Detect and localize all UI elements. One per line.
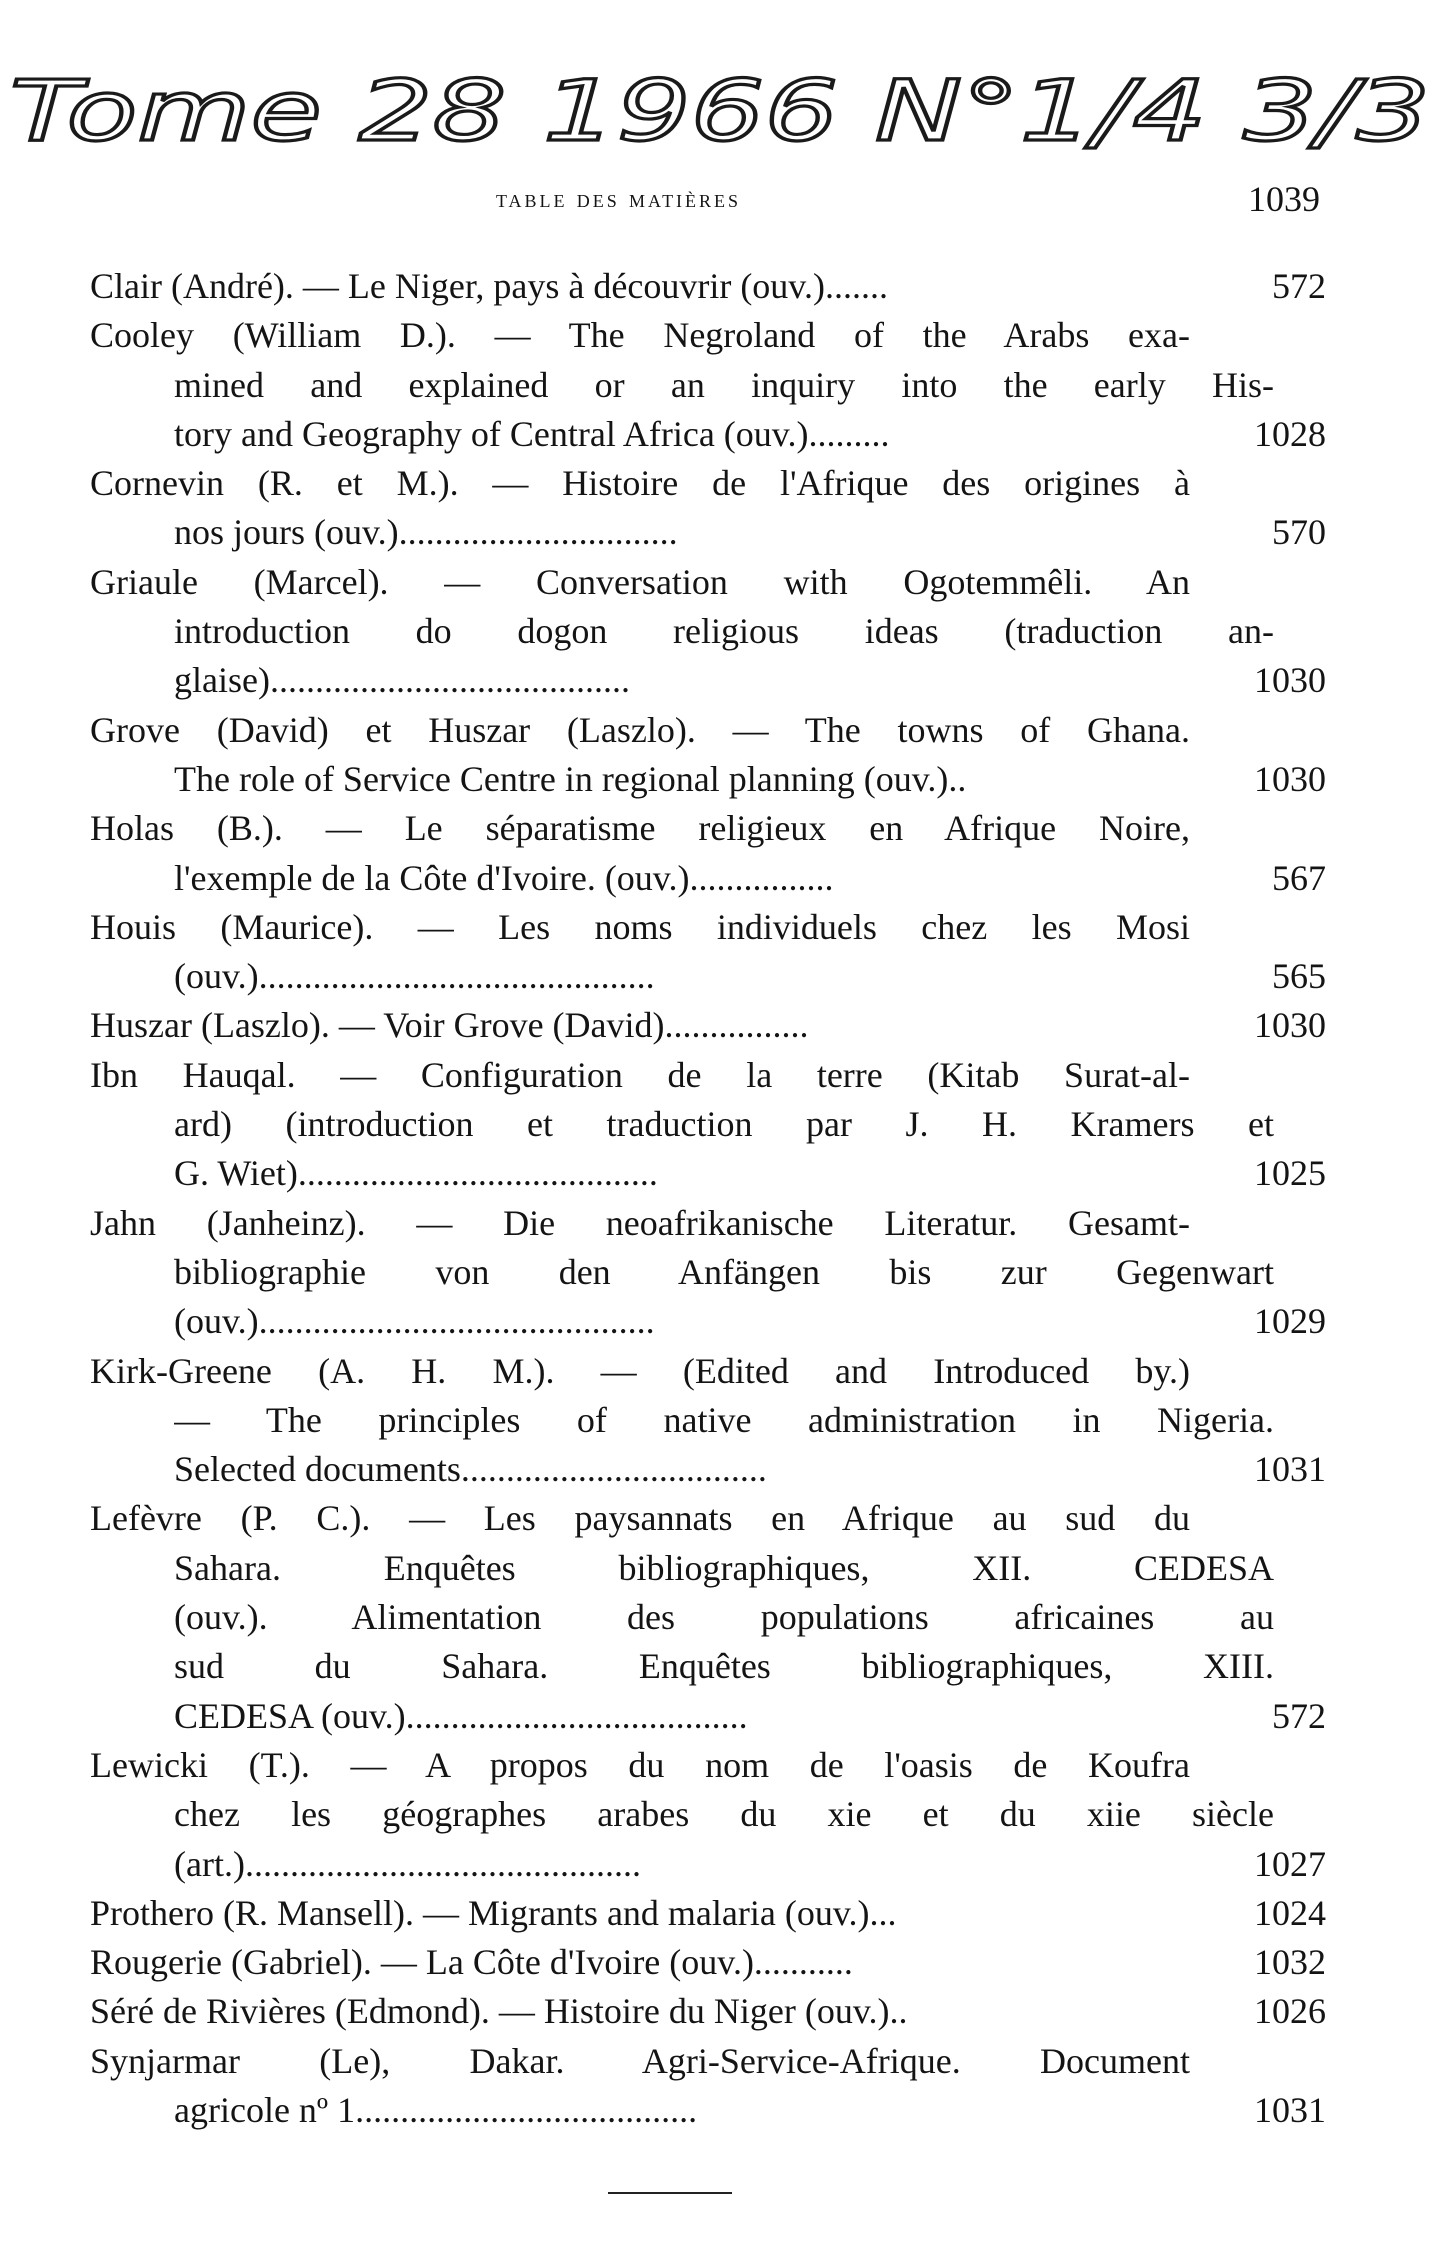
- toc-entry-text: Jahn (Janheinz). — Die neoafrikanische Literatur. Gesamt-: [90, 1202, 1190, 1243]
- end-rule: [608, 2192, 732, 2194]
- toc-entry-text: Ibn Hauqal. — Configuration de la terre (Kitab Surat-al-: [90, 1054, 1190, 1095]
- toc-entry-text: Clair (André). — Le Niger, pays à découvrir (ouv.).......: [90, 266, 888, 306]
- toc-entry: [90, 903, 1326, 1002]
- toc-entry-text: Séré de Rivières (Edmond). — Histoire du Niger (ouv.)..: [90, 1991, 908, 2032]
- toc-entry-line: [90, 1396, 1326, 1445]
- toc-entry: [90, 1347, 1326, 1495]
- toc-entry-line: [90, 1445, 1326, 1494]
- toc-page-number: 1025: [1254, 1153, 1326, 1194]
- toc-entry-text: chez les géographes arabes du xie et du xiie siècle: [174, 1794, 1274, 1835]
- toc-entry-text: Huszar (Laszlo). — Voir Grove (David)................: [90, 1005, 809, 1046]
- toc-entry-line: [90, 1100, 1326, 1149]
- toc-entry-text: ard) (introduction et traduction par J. H. Kramers et: [174, 1104, 1274, 1145]
- toc-entry: [90, 1199, 1326, 1347]
- toc-page-number: 572: [1272, 1695, 1326, 1736]
- toc-page-number: 570: [1272, 512, 1326, 553]
- toc-entry-text: Selected documents..................................: [174, 1449, 767, 1490]
- toc-entry-text: (ouv.). Alimentation des populations africaines au: [174, 1597, 1274, 1638]
- toc-page-number: 1024: [1254, 1892, 1326, 1933]
- toc-entry-line: [90, 1001, 1326, 1050]
- toc-entry: [90, 262, 1326, 311]
- toc-entry-line: [90, 2037, 1326, 2086]
- toc-entry-text: (art.)............................................: [174, 1843, 641, 1884]
- toc-entry-line: [90, 1248, 1326, 1297]
- running-head: [0, 178, 1446, 222]
- toc-entry: [90, 804, 1326, 903]
- toc-entry-line: [90, 1199, 1326, 1248]
- toc-entry: [90, 706, 1326, 805]
- toc-page-number: 1030: [1254, 1005, 1326, 1046]
- toc-entry-line: [90, 804, 1326, 853]
- toc-entry-text: l'exemple de la Côte d'Ivoire. (ouv.)................: [174, 857, 834, 898]
- toc-entry-text: glaise)........................................: [174, 660, 630, 701]
- toc-entry-line: [90, 1987, 1326, 2036]
- toc-entry-line: [90, 558, 1326, 607]
- toc-entry-line: [90, 755, 1326, 804]
- toc-entry-line: [90, 262, 1326, 311]
- toc-entry-line: [90, 1297, 1326, 1346]
- toc-entry-line: [90, 1840, 1326, 1889]
- toc-entry-line: [90, 1149, 1326, 1198]
- toc-entry: [90, 1987, 1326, 2036]
- toc-page-number: 572: [1272, 266, 1326, 306]
- toc-entry-line: [90, 2086, 1326, 2135]
- toc-entry-line: [90, 1593, 1326, 1642]
- toc-entry: [90, 459, 1326, 558]
- toc-entry: [90, 311, 1326, 459]
- toc-entry-text: Houis (Maurice). — Les noms individuels chez les Mosi: [90, 906, 1190, 947]
- toc-entry-line: [90, 607, 1326, 656]
- toc-entry-line: [90, 1642, 1326, 1691]
- toc-entry-line: [90, 1790, 1326, 1839]
- toc-entry-text: introduction do dogon religious ideas (traduction an-: [174, 611, 1274, 652]
- toc-entry: [90, 2037, 1326, 2136]
- toc-entry: [90, 1001, 1326, 1050]
- toc-entry-text: tory and Geography of Central Africa (ouv.).........: [174, 413, 890, 454]
- toc-entry-text: Holas (B.). — Le séparatisme religieux en Afrique Noire,: [90, 808, 1190, 849]
- toc-entry-line: [90, 1051, 1326, 1100]
- toc-entry: [90, 1938, 1326, 1987]
- toc-entry-text: mined and explained or an inquiry into the early His-: [174, 364, 1274, 405]
- toc-entry-line: [90, 903, 1326, 952]
- toc-page-number: 1031: [1254, 2089, 1326, 2130]
- toc-entry-text: Kirk-Greene (A. H. M.). — (Edited and Introduced by.): [90, 1350, 1190, 1391]
- toc-entry-text: (ouv.)............................................: [174, 1301, 655, 1342]
- toc-page-number: 1028: [1254, 413, 1326, 454]
- toc-page-number: 1026: [1254, 1991, 1326, 2032]
- toc-entry-text: Sahara. Enquêtes bibliographiques, XII. CEDESA: [174, 1547, 1274, 1588]
- handwritten-annotation: [0, 40, 1446, 180]
- toc-entry-line: [90, 1347, 1326, 1396]
- toc-entry-line: [90, 410, 1326, 459]
- toc-entry-line: [90, 706, 1326, 755]
- toc-entry-line: [90, 1692, 1326, 1741]
- toc-entry-text: sud du Sahara. Enquêtes bibliographiques, XIII.: [174, 1646, 1274, 1687]
- toc-entry-text: G. Wiet)........................................: [174, 1153, 658, 1194]
- toc-entry-line: [90, 656, 1326, 705]
- toc-page-number: 1030: [1254, 660, 1326, 701]
- toc-entry-text: nos jours (ouv.)...............................: [174, 512, 678, 553]
- toc-entry-text: The role of Service Centre in regional planning (ouv.)..: [174, 758, 967, 799]
- running-head-title: table des matières: [496, 186, 742, 213]
- toc-entry-line: [90, 459, 1326, 508]
- toc-entry-text: Rougerie (Gabriel). — La Côte d'Ivoire (ouv.)...........: [90, 1942, 853, 1983]
- toc-entry-line: [90, 361, 1326, 410]
- toc-entry-line: [90, 1938, 1326, 1987]
- toc-entry-text: Lewicki (T.). — A propos du nom de l'oasis de Koufra: [90, 1744, 1190, 1785]
- toc-entry-text: — The principles of native administration in Nigeria.: [174, 1399, 1274, 1440]
- toc-entry-line: [90, 311, 1326, 360]
- toc-entry-text: Lefèvre (P. C.). — Les paysannats en Afrique au sud du: [90, 1498, 1190, 1539]
- toc-entry-text: CEDESA (ouv.)......................................: [174, 1695, 748, 1736]
- toc-entry-text: Grove (David) et Huszar (Laszlo). — The towns of Ghana.: [90, 709, 1190, 750]
- toc-entry-text: Cornevin (R. et M.). — Histoire de l'Afrique des origines à: [90, 463, 1190, 504]
- toc-entry-text: Prothero (R. Mansell). — Migrants and malaria (ouv.)...: [90, 1892, 897, 1933]
- toc-entry: [90, 1051, 1326, 1199]
- toc-page-number: 1027: [1254, 1843, 1326, 1884]
- toc-page-number: 1032: [1254, 1942, 1326, 1983]
- toc-entry-line: [90, 1741, 1326, 1790]
- toc-page-number: 1029: [1254, 1301, 1326, 1342]
- toc-entry-text: (ouv.)............................................: [174, 956, 655, 997]
- handwritten-note-text: Tome 28 1966 N°1/4 3/3: [10, 62, 1430, 160]
- toc-entry-text: bibliographie von den Anfängen bis zur Gegenwart: [174, 1251, 1274, 1292]
- toc-entry-line: [90, 1544, 1326, 1593]
- toc-page-number: 567: [1272, 857, 1326, 898]
- toc-page-number: 565: [1272, 956, 1326, 997]
- toc-entry-line: [90, 1889, 1326, 1938]
- toc-entry-text: Griaule (Marcel). — Conversation with Ogotemmêli. An: [90, 561, 1190, 602]
- toc-entry: [90, 558, 1326, 706]
- page-number: 1039: [1248, 179, 1320, 219]
- toc-entry-line: [90, 854, 1326, 903]
- toc-page-number: 1031: [1254, 1449, 1326, 1490]
- toc-entry-line: [90, 1494, 1326, 1543]
- toc-entry-text: agricole nº 1......................................: [174, 2089, 698, 2130]
- toc-entry-text: Cooley (William D.). — The Negroland of the Arabs exa-: [90, 315, 1190, 356]
- table-of-contents: [90, 262, 1326, 2135]
- toc-page-number: 1030: [1254, 758, 1326, 799]
- toc-entry: [90, 1889, 1326, 1938]
- toc-entry-line: [90, 952, 1326, 1001]
- toc-entry-text: Synjarmar (Le), Dakar. Agri-Service-Afrique. Document: [90, 2040, 1190, 2081]
- toc-entry: [90, 1494, 1326, 1740]
- toc-entry-line: [90, 508, 1326, 557]
- toc-entry: [90, 1741, 1326, 1889]
